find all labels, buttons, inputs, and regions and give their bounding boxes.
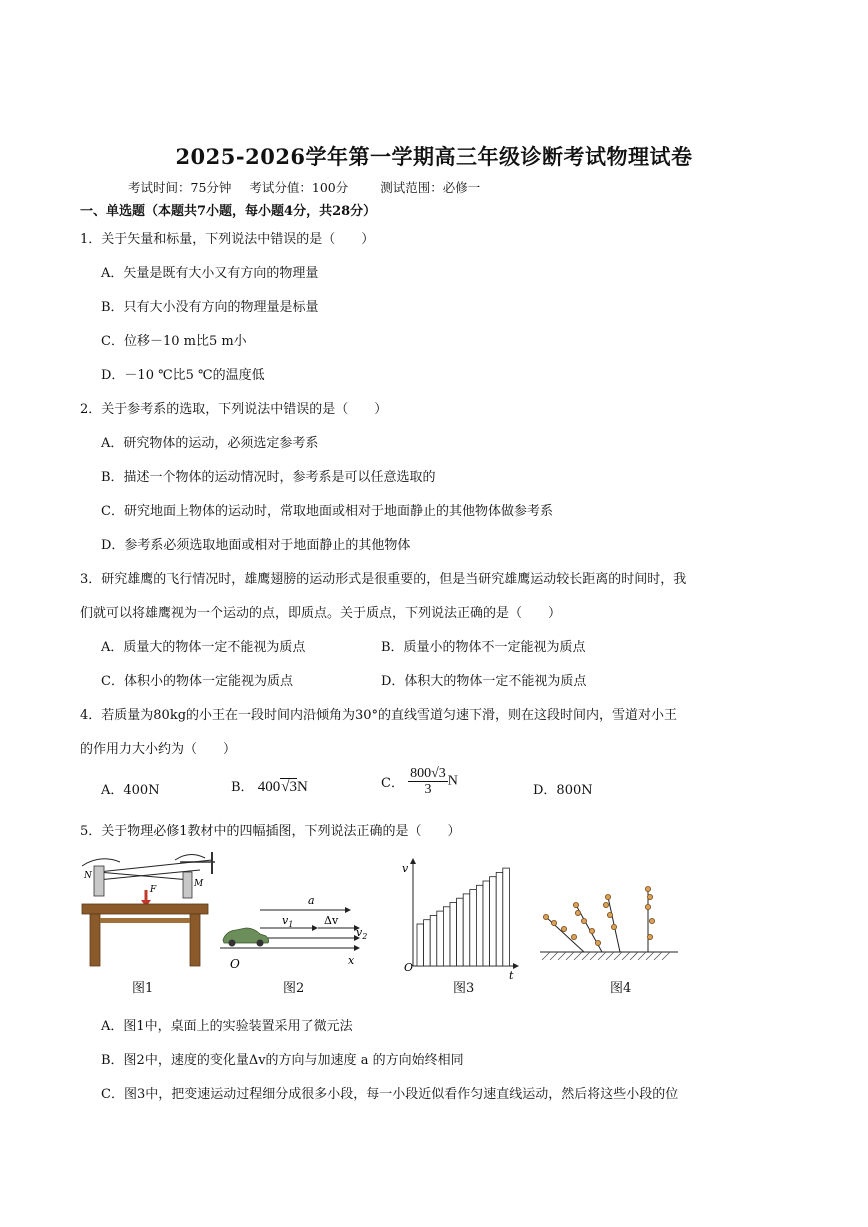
fig3-bar xyxy=(443,907,450,966)
svg-text:v1: $v_1$ xyxy=(282,914,294,929)
q3-option-d: D．体积大的物体一定不能视为质点 xyxy=(381,674,587,689)
q4-option-d: D．800N xyxy=(533,783,593,798)
q4-option-a: A．400N xyxy=(101,783,160,798)
fig1-label-m: M xyxy=(194,879,204,889)
q5-option-c: C．图3中，把变速运动过程细分成很多小段，每一小段近似看作匀速直线运动，然后将这些小段的位 xyxy=(101,1087,679,1102)
q2-option-b: B．描述一个物体的运动情况时，参考系是可以任意选取的 xyxy=(101,470,436,485)
q1-option-d: D．－10 ℃比5 ℃的温度低 xyxy=(101,368,265,383)
figure-1-table-apparatus xyxy=(80,852,215,970)
figure-2-car-velocity xyxy=(220,888,370,971)
svg-text:O: O xyxy=(230,957,240,971)
fig1-label-f: F xyxy=(150,885,157,895)
svg-text:a: a xyxy=(308,894,315,907)
q1-option-c: C．位移－10 m比5 m小 xyxy=(101,334,247,349)
svg-text:v2: $v_2$ xyxy=(356,926,368,941)
q2-stem: 2．关于参考系的选取，下列说法中错误的是（ ） xyxy=(80,402,388,417)
sqrt-icon: √3 xyxy=(281,779,297,795)
q2-option-c: C．研究地面上物体的运动时，常取地面或相对于地面静止的其他物体做参考系 xyxy=(101,504,553,519)
exam-title: 2025-2026学年第一学期高三年级诊断考试物理试卷 xyxy=(175,144,693,169)
exam-score: 考试分值：100分 xyxy=(249,180,349,195)
figure-3-velocity-time-bars xyxy=(400,858,525,982)
q3-option-c: C．体积小的物体一定能视为质点 xyxy=(101,674,293,689)
q4-option-b-label: B． xyxy=(231,780,254,795)
q4-option-c: C． $\frac{800√3}{3}$ N xyxy=(381,766,458,797)
section-heading: 一、单选题（本题共7小题，每小题4分，共28分） xyxy=(80,204,377,219)
q1-option-b: B．只有大小没有方向的物理量是标量 xyxy=(101,300,319,315)
q3-stem-line1: 3．研究雄鹰的飞行情况时，雄鹰翅膀的运动形式是很重要的，但是当研究雄鹰运动较长距离的时间时，我 xyxy=(80,572,687,587)
q4-stem-line2: 的作用力大小约为（ ） xyxy=(80,742,237,757)
fig3-bar xyxy=(476,885,483,966)
figure-4-ball-poles xyxy=(540,885,680,975)
fig3-bar xyxy=(437,911,444,966)
fig3-bar xyxy=(503,868,510,966)
q1-option-a: A．矢量是既有大小又有方向的物理量 xyxy=(101,266,319,281)
svg-text:v: v xyxy=(402,862,409,875)
q4-stem-line1: 4．若质量为80kg的小王在一段时间内沿倾角为30°的直线雪道匀速下滑，则在这段时间内，雪道对小王 xyxy=(80,708,678,723)
q5-option-b: B．图2中，速度的变化量Δv的方向与加速度 a 的方向始终相同 xyxy=(101,1053,464,1068)
svg-text:O: O xyxy=(404,961,414,974)
fig3-bar xyxy=(470,890,477,966)
q5-option-a: A．图1中，桌面上的实验装置采用了微元法 xyxy=(101,1019,353,1034)
svg-text:t: t xyxy=(509,969,514,982)
fig1-label-n: N xyxy=(84,871,92,881)
q2-option-a: A．研究物体的运动，必须选定参考系 xyxy=(101,436,319,451)
svg-text:Δv: Δv xyxy=(324,914,339,927)
figure-3-caption: 图3 xyxy=(453,981,475,996)
q2-option-d: D．参考系必须选取地面或相对于地面静止的其他物体 xyxy=(101,538,411,553)
fig3-bar xyxy=(457,898,464,966)
q4-option-b-expr: 400√3N xyxy=(257,779,308,795)
fig3-bar xyxy=(490,877,497,966)
q4-option-c-fraction: $\frac{800√3}{3}$ xyxy=(410,766,446,797)
svg-text:x: x xyxy=(348,954,355,967)
fig3-bar xyxy=(483,881,490,966)
figure-2-caption: 图2 xyxy=(283,981,305,996)
figure-1-caption: 图1 xyxy=(132,981,154,996)
figure-4-caption: 图4 xyxy=(610,981,632,996)
exam-time: 考试时间：75分钟 xyxy=(128,180,232,195)
q5-stem: 5．关于物理必修1教材中的四幅插图，下列说法正确的是（ ） xyxy=(80,824,461,839)
exam-scope: 测试范围：必修一 xyxy=(380,180,481,195)
q4-option-c-label: C． xyxy=(381,776,404,791)
q3-option-a: A．质量大的物体一定不能视为质点 xyxy=(101,640,306,655)
fig3-bar xyxy=(450,903,457,967)
fig3-bar xyxy=(496,872,503,966)
q1-stem: 1．关于矢量和标量，下列说法中错误的是（ ） xyxy=(80,232,375,247)
fig3-bar xyxy=(424,920,431,966)
q3-stem-line2: 们就可以将雄鹰视为一个运动的点，即质点。关于质点，下列说法正确的是（ ） xyxy=(80,606,562,621)
q3-option-b: B．质量小的物体不一定能视为质点 xyxy=(381,640,586,655)
fig3-bar xyxy=(417,924,424,966)
exam-meta xyxy=(128,178,494,196)
fig3-bar xyxy=(463,894,470,966)
fig3-bar xyxy=(430,915,437,966)
q4-option-b xyxy=(231,776,308,796)
